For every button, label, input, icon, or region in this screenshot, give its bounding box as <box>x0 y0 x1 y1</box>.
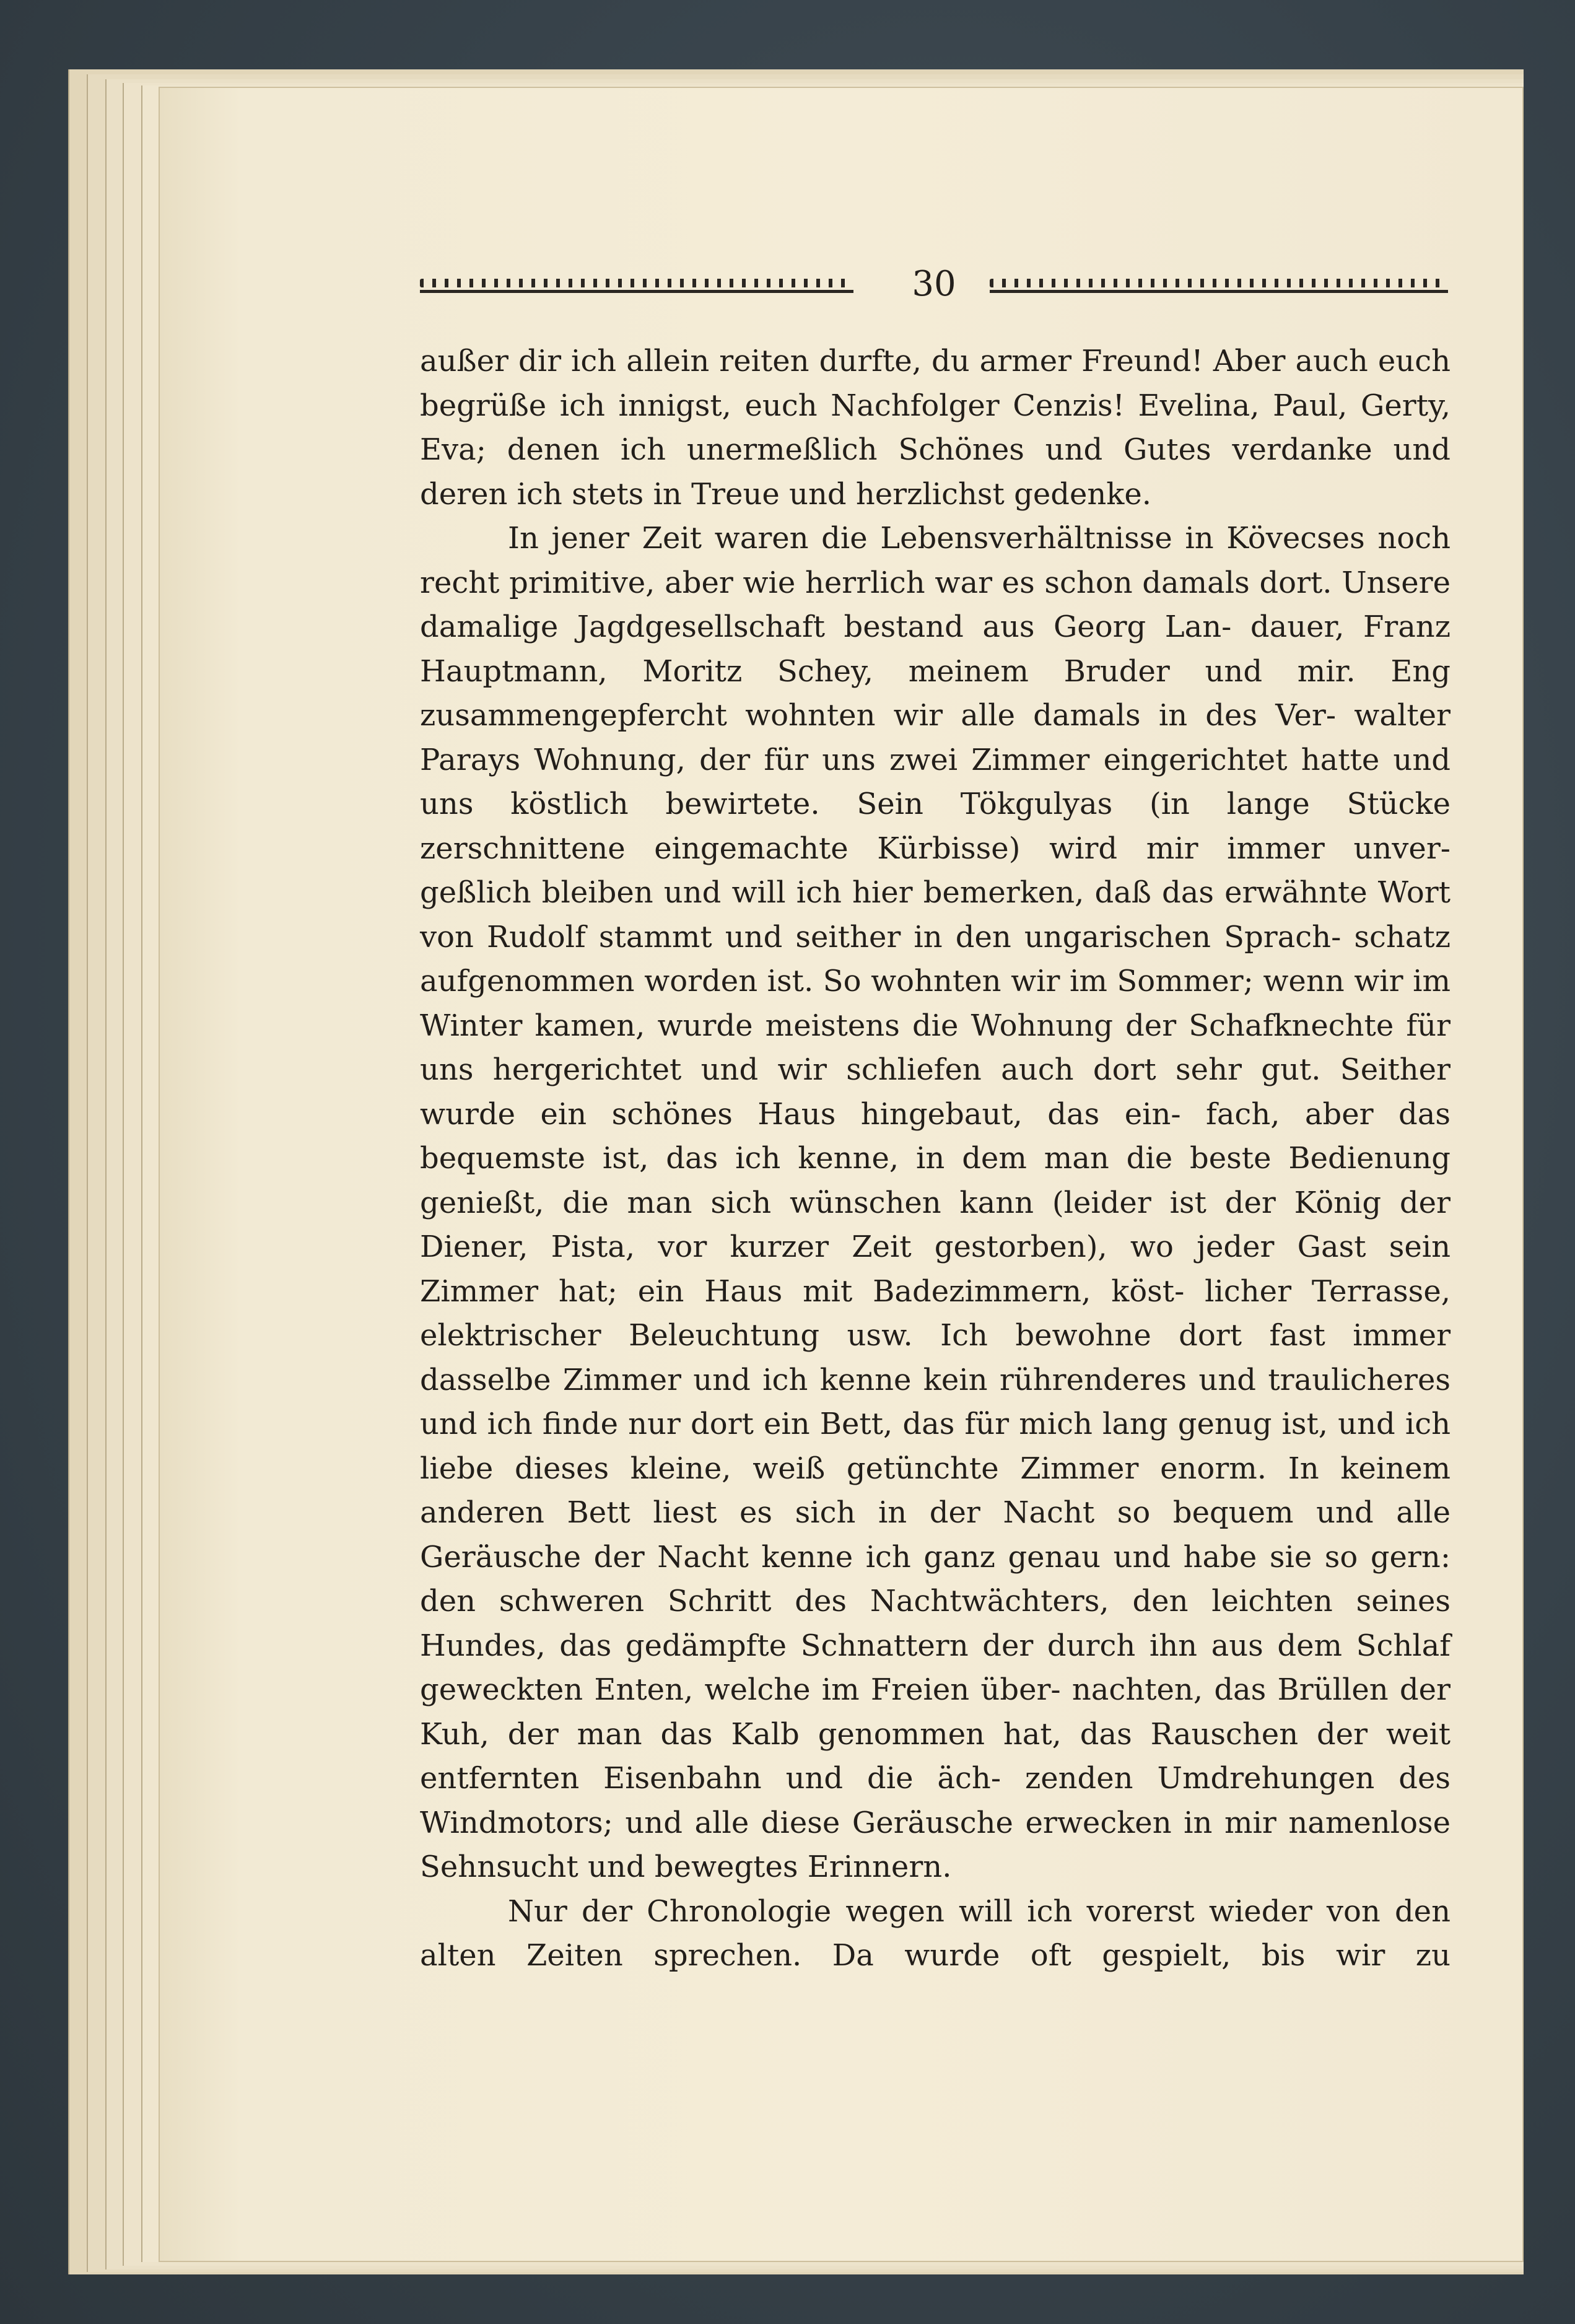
paragraph <box>420 517 1451 1890</box>
text-line: genug ist, und ich liebe dieses kleine, weiß getünchte Zimmer <box>420 1407 1451 1486</box>
text-line: enorm. In keinem anderen Bett liest es sich in der Nacht so <box>420 1451 1451 1530</box>
text-line: licher Terrasse, elektrischer Beleuchtung usw. Ich bewohne dort <box>420 1273 1451 1353</box>
paragraph <box>420 339 1451 517</box>
text-line: fast immer dasselbe Zimmer und ich kenne kein rührenderes und <box>420 1318 1451 1397</box>
text-line: den leichten seines Hundes, das gedämpfte Schnattern der durch <box>420 1584 1451 1663</box>
text-line: Eng zusammengepfercht wohnten wir alle damals in des Ver- <box>420 653 1451 733</box>
text-line: und deren ich stets in Treue und herzlichst gedenke. <box>420 432 1451 512</box>
text-line: zenden Umdrehungen des Windmotors; und alle diese Geräusche <box>420 1761 1451 1840</box>
text-line: hatte und uns köstlich bewirtete. Sein Tökgulyas (in lange Stücke <box>420 742 1451 821</box>
text-line: den alten Zeiten sprechen. Da wurde oft gespielt, bis wir zu <box>420 1894 1451 1973</box>
text-line: noch recht primitive, aber wie herrlich war es schon damals <box>420 521 1451 600</box>
text-line: sehr gut. Seither wurde ein schönes Haus hingebaut, das ein- <box>420 1052 1451 1132</box>
text-line: nachten, das Brüllen der Kuh, der man das Kalb genommen <box>420 1672 1451 1752</box>
text-line: und habe sie so gern: den schweren Schritt des Nachtwächters, <box>420 1539 1451 1618</box>
text-line: Wort von Rudolf stammt und seither in den ungarischen Sprach- <box>420 875 1451 954</box>
page-number: 30 <box>912 264 956 304</box>
text-line: dauer, Franz Hauptmann, Moritz Schey, meinem Bruder und mir. <box>420 609 1451 689</box>
text-line: hat, das Rauschen der weit entfernten Eisenbahn und die äch- <box>420 1716 1451 1796</box>
text-line: schatz aufgenommen worden ist. So wohnten wir im Sommer; <box>420 919 1451 998</box>
running-header <box>420 264 1448 305</box>
text-line: euch begrüße ich innigst, euch Nachfolger Cenzis! Evelina, Paul, <box>420 344 1451 423</box>
text-line: Gerty, Eva; denen ich unermeßlich Schönes und Gutes verdanke <box>420 388 1451 467</box>
text-line: traulicheres und ich finde nur dort ein Bett, das für mich lang <box>420 1362 1451 1441</box>
text-line: jeder Gast sein Zimmer hat; ein Haus mit Badezimmern, köst- <box>420 1230 1451 1309</box>
header-ornament-right <box>990 284 1448 293</box>
body-text <box>420 339 1451 1978</box>
text-line: außer dir ich allein reiten durfte, du armer Freund! Aber auch <box>420 344 1368 378</box>
text-line: In jener Zeit waren die Lebensverhältnisse in Kövecses <box>508 521 1365 556</box>
paragraph <box>420 1890 1451 1978</box>
text-line: Nur der Chronologie wegen will ich vorerst wieder von <box>508 1894 1381 1929</box>
text-line: wenn wir im Winter kamen, wurde meistens die Wohnung der <box>420 964 1451 1043</box>
text-line: geßlich bleiben und will ich hier bemerken, daß das erwähnte <box>420 875 1368 910</box>
text-line: erwecken in mir namenlose Sehnsucht und bewegtes Erinnern. <box>420 1805 1451 1884</box>
text-line: fach, aber das bequemste ist, das ich kenne, in dem man die <box>420 1096 1451 1176</box>
text-line: walter Parays Wohnung, der für uns zwei Zimmer eingerichtet <box>420 698 1451 777</box>
text-line: zerschnittene eingemachte Kürbisse) wird mir immer unver- <box>420 831 1451 866</box>
text-line: Schafknechte für uns hergerichtet und wir schliefen auch dort <box>420 1008 1451 1087</box>
text-line: ist der König der Diener, Pista, vor kurzer Zeit gestorben), wo <box>420 1185 1451 1264</box>
header-ornament-left <box>420 284 853 293</box>
text-line: bequem und alle Geräusche der Nacht kenne ich ganz genau <box>420 1495 1451 1575</box>
text-line: beste Bedienung genießt, die man sich wünschen kann (leider <box>420 1141 1451 1220</box>
text-line: ihn aus dem Schlaf geweckten Enten, welche im Freien über- <box>420 1628 1451 1707</box>
text-line: dort. Unsere damalige Jagdgesellschaft bestand aus Georg Lan- <box>420 565 1451 644</box>
